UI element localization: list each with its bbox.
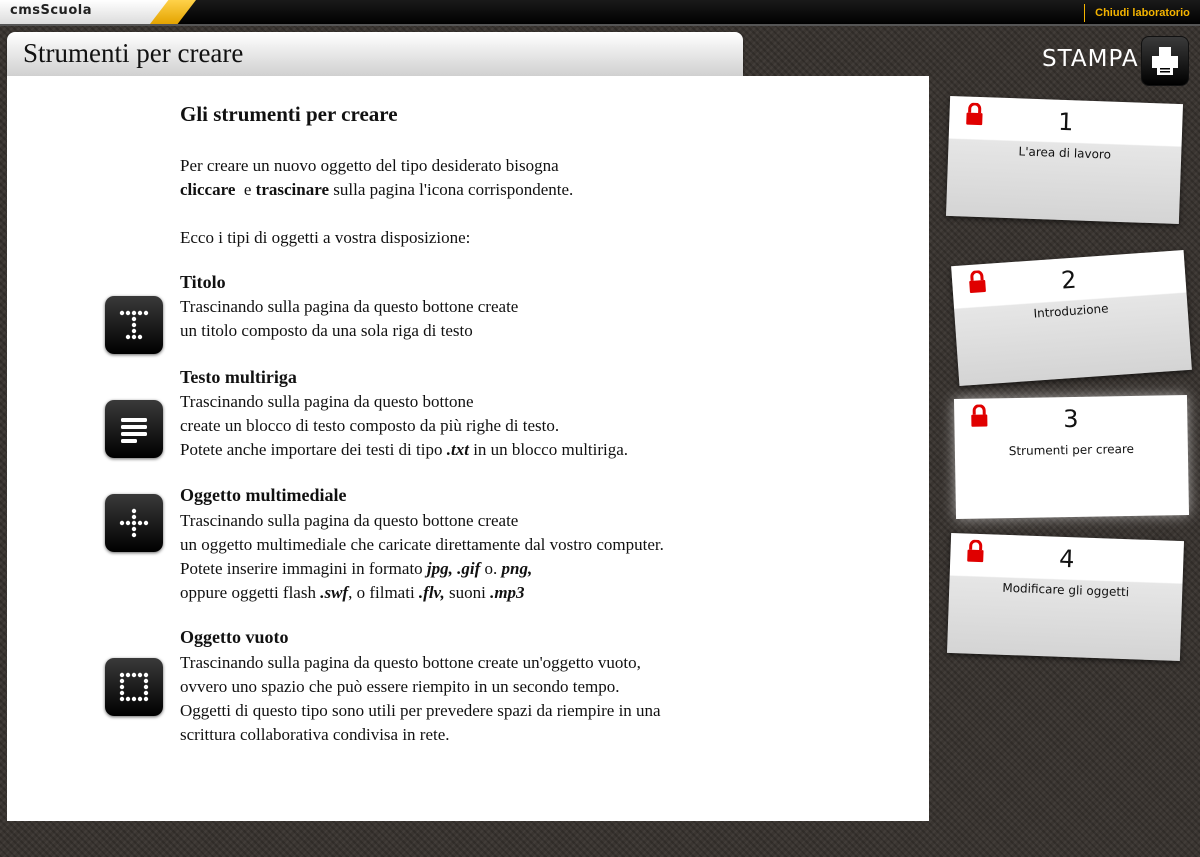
titolo-line-2: un titolo composto da una sola riga di testo xyxy=(180,321,473,340)
content-heading: Gli strumenti per creare xyxy=(180,102,398,126)
chapter-number: 2 xyxy=(1060,265,1078,295)
multimediale-suoni: suoni xyxy=(444,583,491,602)
ext-jpg: jpg, xyxy=(426,559,453,578)
section-title-vuoto: Oggetto vuoto xyxy=(180,627,289,647)
vuoto-line-4: scrittura collaborativa condivisa in rete. xyxy=(180,725,450,744)
multiriga-txt-ext: .txt xyxy=(446,440,469,459)
multiriga-line-2: create un blocco di testo composto da più righe di testo. xyxy=(180,416,560,435)
multimediale-line-2: un oggetto multimediale che caricate direttamente dal vostro computer. xyxy=(180,535,664,554)
ext-gif: .gif xyxy=(457,559,481,578)
multiriga-line-3-end: in un blocco multiriga. xyxy=(468,440,629,459)
multimediale-line-4: oppure oggetti flash xyxy=(180,583,321,602)
types-intro: Ecco i tipi di oggetti a vostra disposizione: xyxy=(180,228,471,247)
title-tool-icon[interactable] xyxy=(105,296,163,354)
chapter-number: 1 xyxy=(1057,107,1074,137)
chapter-label: Modificare gli oggetti xyxy=(1002,580,1130,600)
intro-bold-click: cliccare xyxy=(180,180,236,199)
multimediale-filmati: , o filmati xyxy=(348,583,419,602)
plus-glyph-icon xyxy=(114,503,154,543)
intro-line-1: Per creare un nuovo oggetto del tipo desiderato bisogna xyxy=(180,156,559,175)
ext-mp3: .mp3 xyxy=(490,583,525,602)
multimediale-o: o. xyxy=(480,559,502,578)
section-title-multiriga: Testo multiriga xyxy=(180,367,297,387)
page-title: Strumenti per creare xyxy=(23,38,244,68)
section-text-multimediale xyxy=(180,509,664,605)
content-panel xyxy=(7,76,929,821)
chapter-card-1[interactable] xyxy=(946,96,1183,224)
vuoto-line-1: Trascinando sulla pagina da questo bottone create un'oggetto vuoto, xyxy=(180,653,641,672)
ext-png: png, xyxy=(501,559,533,578)
section-text-titolo xyxy=(180,295,518,343)
print-button[interactable] xyxy=(1141,36,1189,86)
app-logo: cmsScuola xyxy=(10,3,92,18)
top-bar xyxy=(0,0,1200,26)
print-label: STAMPA xyxy=(1042,46,1139,72)
section-text-multiriga xyxy=(180,390,628,462)
empty-object-tool-icon[interactable] xyxy=(105,658,163,716)
square-glyph-icon xyxy=(114,667,154,707)
page-title-tab xyxy=(7,32,743,76)
chapter-label: Introduzione xyxy=(1033,301,1109,321)
vuoto-line-3: Oggetti di questo tipo sono utili per prevedere spazi da riempire in una xyxy=(180,701,661,720)
chapter-label: L'area di lavoro xyxy=(1018,144,1112,162)
close-lab-button[interactable]: Chiudi laboratorio xyxy=(1084,4,1200,22)
chapter-card-2[interactable] xyxy=(951,250,1192,386)
ext-swf: .swf xyxy=(320,583,349,602)
section-title-multimediale: Oggetto multimediale xyxy=(180,485,347,505)
chapter-number: 4 xyxy=(1058,544,1075,574)
ext-flv: .flv, xyxy=(418,583,445,602)
multimediale-line-3: Potete inserire immagini in formato xyxy=(180,559,427,578)
titolo-line-1: Trascinando sulla pagina da questo bottone create xyxy=(180,297,519,316)
print-icon xyxy=(1148,44,1182,78)
chapter-card-4[interactable] xyxy=(947,533,1184,661)
multiriga-line-3: Potete anche importare dei testi di tipo xyxy=(180,440,447,459)
chapter-card-3[interactable] xyxy=(954,395,1189,519)
chapter-number: 3 xyxy=(1062,404,1079,434)
section-title-titolo: Titolo xyxy=(180,272,226,292)
section-text-vuoto xyxy=(180,651,661,747)
intro-bold-drag: trascinare xyxy=(255,180,330,199)
multiriga-line-1: Trascinando sulla pagina da questo bottone xyxy=(180,392,474,411)
vuoto-line-2: ovvero uno spazio che può essere riempito in un secondo tempo. xyxy=(180,677,620,696)
intro-rest: sulla pagina l'icona corrispondente. xyxy=(333,180,574,199)
intro-and: e xyxy=(243,180,252,199)
multimediale-line-1: Trascinando sulla pagina da questo bottone create xyxy=(180,511,519,530)
multiline-glyph-icon xyxy=(114,409,154,449)
intro-paragraph xyxy=(180,154,573,202)
title-glyph-icon xyxy=(114,305,154,345)
multiline-text-tool-icon[interactable] xyxy=(105,400,163,458)
multimedia-tool-icon[interactable] xyxy=(105,494,163,552)
chapter-label: Strumenti per creare xyxy=(1008,441,1135,459)
